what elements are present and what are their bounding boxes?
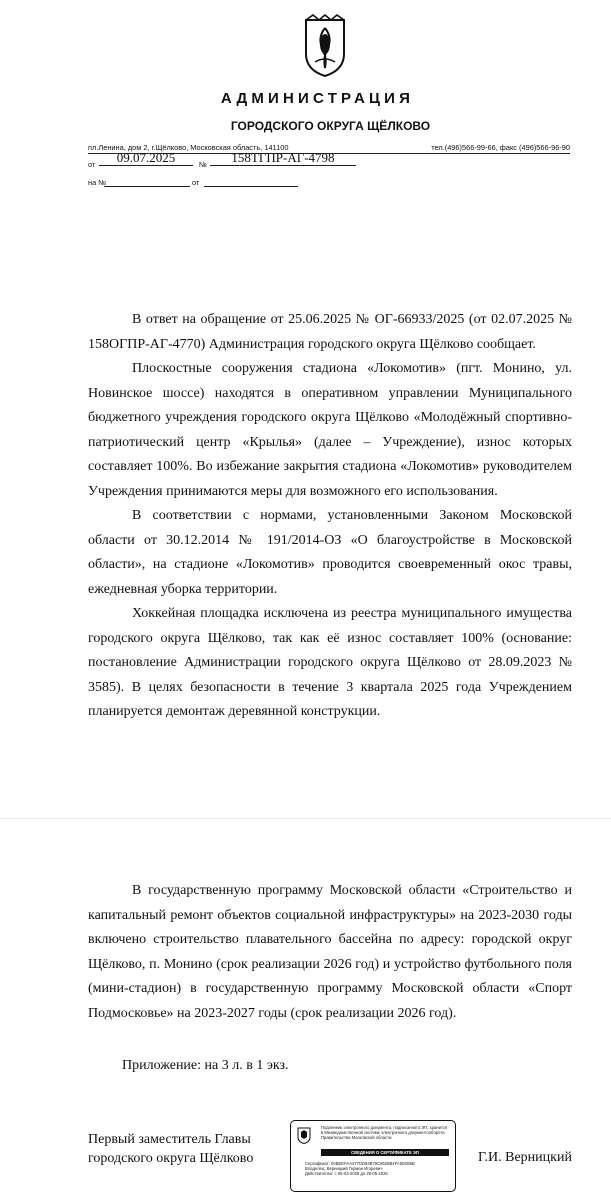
phone-fax-text: тел.(496)566-99-66, факс (496)566-96-90 bbox=[431, 143, 570, 152]
coat-of-arms-icon bbox=[303, 14, 347, 78]
stamp-note: Подлинник электронного документа, подписанного ЭП, хранится в Межведомственной системе электронного документооборота Правительства Московской области bbox=[321, 1125, 448, 1140]
stamp-validity: Действителен: с 05-03-2025 до 29-05-2026 bbox=[305, 1171, 388, 1176]
reference-number-label: на № bbox=[88, 178, 107, 187]
page-separator bbox=[0, 818, 611, 819]
from-label: от bbox=[88, 160, 96, 169]
signer-position-line-1: Первый заместитель Главы bbox=[88, 1132, 251, 1147]
document-date: 09.07.2025 bbox=[99, 151, 193, 166]
stamp-title: СВЕДЕНИЯ О СЕРТИФИКАТЕ ЭП bbox=[321, 1149, 449, 1156]
letter-body-page-2 bbox=[88, 879, 572, 1026]
stamp-details bbox=[305, 1161, 453, 1176]
stamp-certificate: Сертификат: 00BEEFAA477DD84B79C8528B4FA5D085B bbox=[305, 1161, 415, 1166]
paragraph-3: В соответствии с нормами, установленными Законом Московской области от 30.12.2014 № 191/2014-ОЗ «О благоустройстве в Московской области», на стадионе «Локомотив» проводится своевременный окос травы, ежедневная уборка территории. bbox=[88, 508, 572, 597]
reference-number-blank bbox=[104, 177, 190, 187]
signer-position-line-2: городского округа Щёлково bbox=[88, 1150, 254, 1166]
paragraph-2: Плоскостные сооружения стадиона «Локомотив» (пгт. Монино, ул. Новинское шоссе) находятся в оперативном управлении Муниципального бюджетного учреждения городского округа Щёлково «Молодёжный спортивно-патриотический центр «Крылья» (далее – Учреждение), износ которых составляет 100%. Во избежание закрытия стадиона «Локомотив» руководителем Учреждения принимаются меры для возможного его использования. bbox=[88, 361, 572, 499]
signer-position bbox=[88, 1131, 253, 1168]
stamp-owner: Владелец: Верницкий Герман Игоревич bbox=[305, 1166, 383, 1171]
reference-from-label: от bbox=[192, 178, 200, 187]
organization-title: АДМИНИСТРАЦИЯ bbox=[220, 90, 415, 107]
paragraph-1: В ответ на обращение от 25.06.2025 № ОГ-66933/2025 (от 02.07.2025 № 158ОГПР-АГ-4770) Администрация городского округа Щёлково сообщает. bbox=[88, 312, 572, 352]
attachment-note: Приложение: на 3 л. в 1 экз. bbox=[122, 1058, 289, 1073]
signer-name: Г.И. Верницкий bbox=[478, 1150, 572, 1165]
paragraph-5: В государственную программу Московской области «Строительство и капитальный ремонт объектов социальной инфраструктуры» на 2023-2030 годы включено строительство плавательного бассейна по адресу: городской округ Щёлково, п. Монино (срок реализации 2026 год) и устройство футбольного поля (мини-стадион) в государственную программу Московской области «Спорт Подмосковье» на 2023-2027 годы (срок реализации 2026 год). bbox=[88, 883, 572, 1021]
region-emblem-icon bbox=[297, 1126, 311, 1144]
paragraph-4: Хоккейная площадка исключена из реестра муниципального имущества городского округа Щёлково, так как её износ составляет 100% (основание: постановление Администрации городского округа Щёлково от 28.09.2023 № 3585). В целях безопасности в течение 3 квартала 2025 года Учреждением планируется демонтаж деревянной конструкции. bbox=[88, 606, 572, 719]
organization-subtitle: ГОРОДСКОГО ОКРУГА ЩЁЛКОВО bbox=[230, 119, 431, 133]
letter-body bbox=[88, 308, 572, 725]
electronic-signature-stamp bbox=[290, 1120, 456, 1192]
number-label: № bbox=[199, 160, 207, 169]
address-text: пл.Ленина, дом 2, г.Щёлково, Московская область, 141100 bbox=[88, 143, 289, 152]
document-number: 158ТГПР-АГ-4798 bbox=[210, 151, 356, 166]
reference-date-blank bbox=[204, 177, 298, 187]
